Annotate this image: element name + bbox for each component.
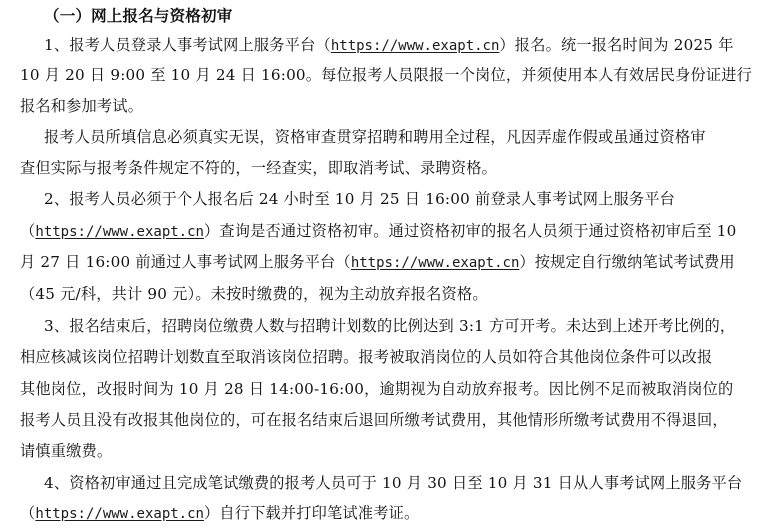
paragraph-1-line-2: 10 月 20 日 9:00 至 10 月 24 日 16:00。每位报考人员限报一个岗位，并须使用本人有效居民身份证进行 — [20, 66, 753, 84]
exapt-link[interactable]: https://www.exapt.cn — [330, 38, 500, 54]
exapt-link[interactable]: https://www.exapt.cn — [35, 224, 204, 240]
text-span: 1、报考人员登录人事考试网上服务平台（ — [44, 36, 331, 54]
paragraph-2-line-2: 查但实际与报考条件规定不符的，一经查实，即取消考试、录聘资格。 — [20, 159, 498, 177]
paragraph-1-line-1 — [44, 32, 734, 58]
paragraph-3-line-4: （45 元/科，共计 90 元）。未按时缴费的，视为主动放弃报名资格。 — [20, 285, 488, 303]
paragraph-3-line-2 — [20, 218, 737, 244]
paragraph-4-line-2: 相应核减该岗位招聘计划数直至取消该岗位招聘。报考被取消岗位的人员如符合其他岗位条件可以改报 — [20, 348, 713, 366]
text-span: 月 27 日 16:00 前通过人事考试网上服务平台（ — [20, 253, 351, 271]
paragraph-3-line-1: 2、报考人员必须于个人报名后 24 小时至 10 月 25 日 16:00 前登录人事考试网上服务平台 — [44, 190, 676, 208]
paragraph-1-line-3: 报名和参加考试。 — [20, 97, 144, 115]
text-span: （ — [20, 222, 36, 240]
text-span: （ — [20, 504, 36, 522]
exapt-link[interactable]: https://www.exapt.cn — [35, 506, 204, 522]
paragraph-5-line-2 — [20, 500, 419, 526]
paragraph-2-line-1: 报考人员所填信息必须真实无误，资格审查贯穿招聘和聘用全过程，凡因弄虚作假或虽通过资格审 — [44, 128, 706, 146]
text-span: ）按规定自行缴纳笔试考试费用 — [519, 253, 735, 271]
paragraph-4-line-1: 3、报名结束后，招聘岗位缴费人数与招聘计划数的比例达到 3:1 方可开考。未达到上述开考比例的， — [44, 317, 736, 335]
text-span: ）查询是否通过资格初审。通过资格初审的报名人员须于通过资格初审后至 10 — [203, 222, 737, 240]
text-span: ）自行下载并打印笔试准考证。 — [203, 504, 420, 522]
section-heading: （一）网上报名与资格初审 — [44, 6, 233, 25]
paragraph-3-line-3 — [20, 249, 735, 275]
exapt-link[interactable]: https://www.exapt.cn — [350, 255, 520, 271]
paragraph-5-line-1: 4、资格初审通过且完成笔试缴费的报考人员可于 10 月 30 日至 10 月 31 日从人事考试网上服务平台 — [44, 474, 743, 492]
paragraph-4-line-4: 报考人员且没有改报其他岗位的，可在报名结束后退回所缴考试费用，其他情形所缴考试费用不得退回， — [20, 411, 728, 429]
text-span: ）报名。统一报名时间为 2025 年 — [499, 36, 734, 54]
paragraph-4-line-3: 其他岗位，改报时间为 10 月 28 日 14:00-16:00，逾期视为自动放弃报考。因比例不足而被取消岗位的 — [20, 380, 734, 398]
paragraph-4-line-5: 请慎重缴费。 — [20, 442, 113, 460]
